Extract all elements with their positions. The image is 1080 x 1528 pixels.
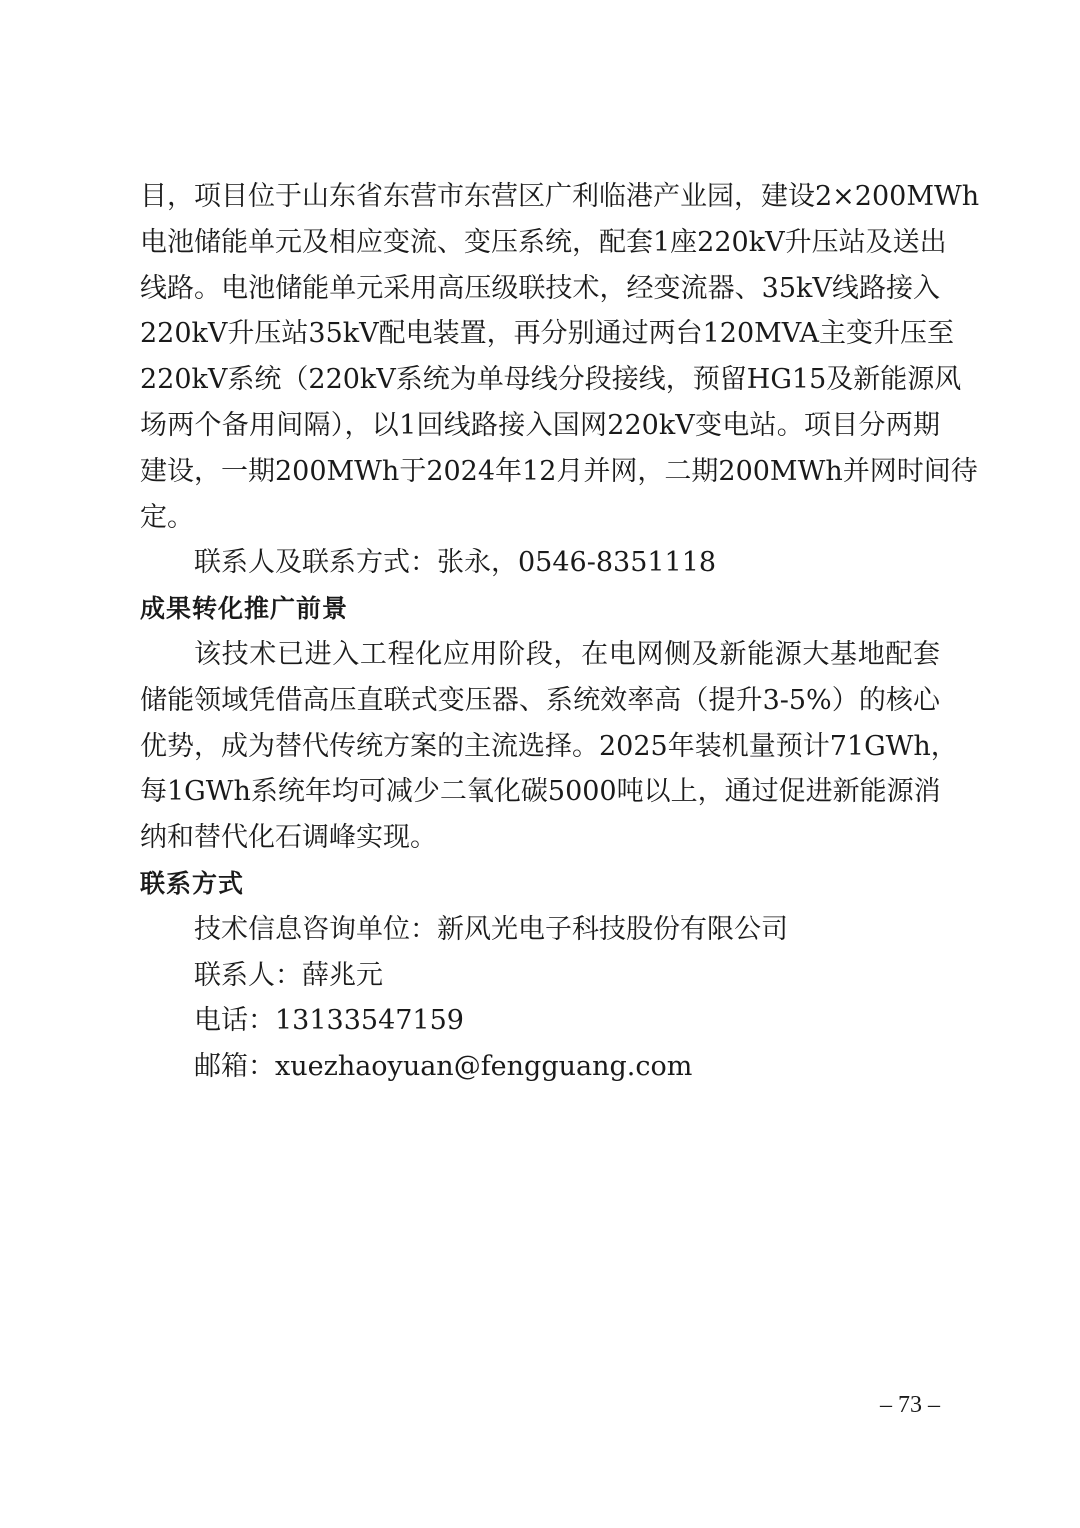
body-line: 220kV升压站35kV配电装置，再分别通过两台120MVA主变升压至 <box>140 318 954 350</box>
prospects-line: 纳和替代化石调峰实现。 <box>140 822 437 854</box>
project-contact: 联系人及联系方式：张永，0546-8351118 <box>194 547 717 579</box>
prospects-line: 储能领域凭借高压直联式变压器、系统效率高（提升3-5%）的核心 <box>140 684 940 716</box>
prospects-line: 该技术已进入工程化应用阶段，在电网侧及新能源大基地配套 <box>194 638 940 670</box>
contact-heading: 联系方式 <box>140 868 245 898</box>
prospects-heading: 成果转化推广前景 <box>140 594 349 624</box>
contact-unit: 技术信息咨询单位：新风光电子科技股份有限公司 <box>194 913 788 945</box>
body-line: 220kV系统（220kV系统为单母线分段接线，预留HG15及新能源风 <box>140 364 962 396</box>
prospects-line: 优势，成为替代传统方案的主流选择。2025年装机量预计71GWh， <box>140 730 958 762</box>
contact-person: 联系人：薛兆元 <box>194 959 383 991</box>
body-line: 目，项目位于山东省东营市东营区广利临港产业园，建设2×200MWh <box>140 181 980 212</box>
body-line: 电池储能单元及相应变流、变压系统，配套1座220kV升压站及送出 <box>140 226 947 258</box>
contact-email: 邮箱：xuezhaoyuan@fengguang.com <box>194 1051 693 1083</box>
project-description <box>140 174 980 1090</box>
prospects-line: 每1GWh系统年均可减少二氧化碳5000吨以上，通过促进新能源消 <box>140 776 941 808</box>
body-line: 建设，一期200MWh于2024年12月并网，二期200MWh并网时间待 <box>140 455 978 487</box>
body-line: 场两个备用间隔），以1回线路接入国网220kV变电站。项目分两期 <box>140 409 940 441</box>
contact-phone: 电话：13133547159 <box>194 1005 464 1037</box>
body-line: 线路。电池储能单元采用高压级联技术，经变流器、35kV线路接入 <box>140 272 940 304</box>
body-line: 定。 <box>140 501 194 533</box>
page-number: – 73 – <box>880 1392 940 1418</box>
